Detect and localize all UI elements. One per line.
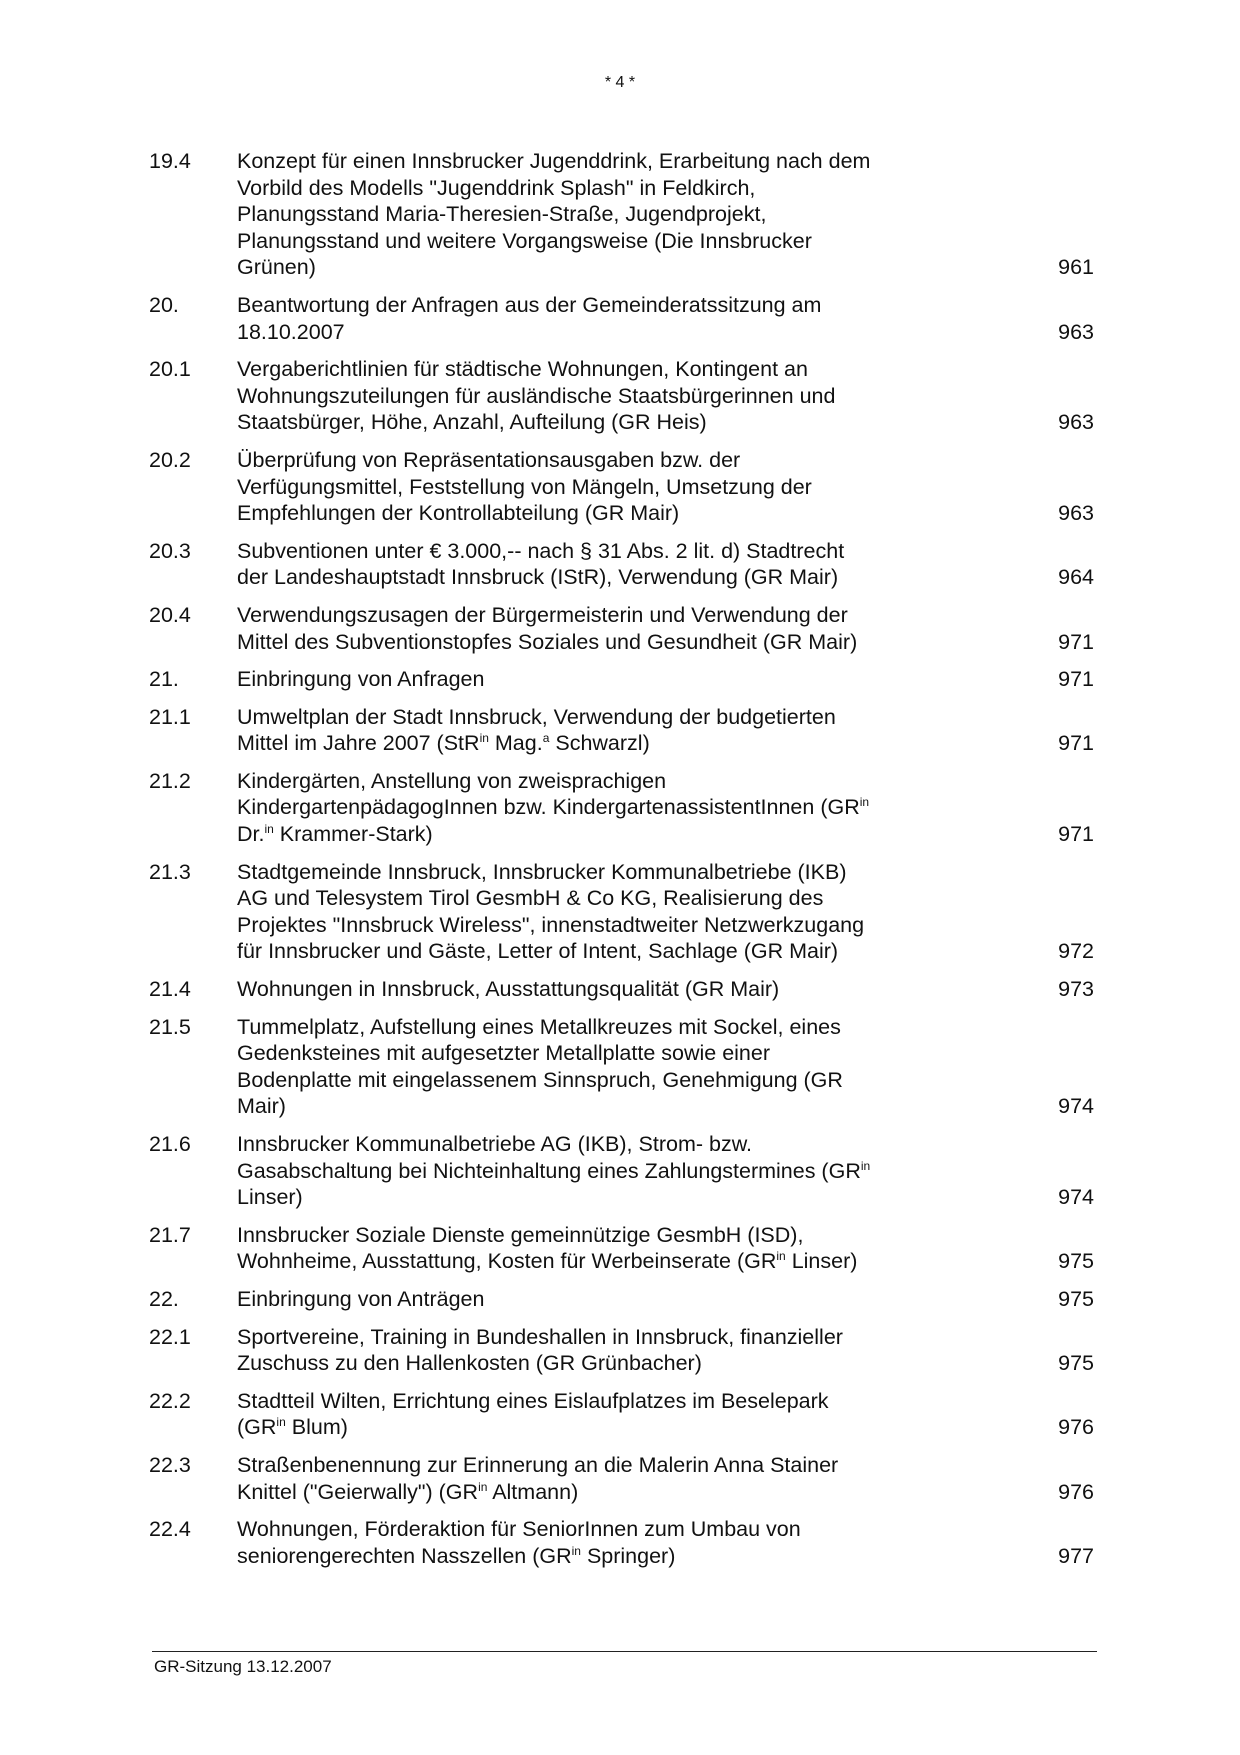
- toc-entry-title: [237, 356, 877, 436]
- toc-entry-number: 21.: [149, 667, 179, 692]
- toc-entry-title: [237, 602, 877, 655]
- toc-entry-title: [237, 538, 877, 591]
- toc-entry: [149, 1452, 1094, 1505]
- toc-entry-number: 20.4: [149, 602, 191, 627]
- footer-session-label: GR-Sitzung 13.12.2007: [154, 1657, 332, 1676]
- toc-entry-title-line: der Landeshauptstadt Innsbruck (IStR), Verwendung (GR Mair): [237, 565, 839, 590]
- toc-entry-number: 22.3: [149, 1452, 191, 1477]
- toc-entry: [149, 1014, 1094, 1120]
- toc-entry-title-line: für Innsbrucker und Gäste, Letter of Intent, Sachlage (GR Mair): [237, 939, 839, 964]
- toc-entry-number: 22.4: [149, 1517, 191, 1542]
- toc-entry-page-number: 971: [1058, 629, 1094, 654]
- toc-entry-title: [237, 1222, 877, 1275]
- table-of-contents: [149, 148, 1094, 1580]
- toc-entry-title-line: Staatsbürger, Höhe, Anzahl, Aufteilung (GR Heis): [237, 410, 707, 435]
- toc-entry-number: 21.4: [149, 977, 191, 1002]
- toc-entry: [149, 1516, 1094, 1569]
- toc-entry-title-line: Beantwortung der Anfragen aus der Gemeinderatssitzung am: [237, 292, 822, 317]
- toc-entry-title-line: Sportvereine, Training in Bundeshallen in Innsbruck, finanzieller: [237, 1324, 843, 1349]
- superscript: in: [571, 1543, 581, 1558]
- toc-entry-title-line: Einbringung von Anträgen: [237, 1286, 485, 1311]
- toc-entry: [149, 1286, 1094, 1313]
- toc-entry-number: 21.7: [149, 1222, 191, 1247]
- toc-entry-title-line: Innsbrucker Soziale Dienste gemeinnützige GesmbH (ISD),: [237, 1222, 804, 1247]
- toc-entry: [149, 148, 1094, 281]
- superscript: in: [860, 1158, 871, 1173]
- toc-entry-title: [237, 1452, 877, 1505]
- toc-entry-page-number: 963: [1058, 501, 1094, 526]
- toc-entry: [149, 976, 1094, 1003]
- toc-entry-page-number: 963: [1058, 410, 1094, 435]
- toc-entry-title: [237, 859, 877, 965]
- toc-entry-title: [237, 666, 877, 693]
- toc-entry-title-line: seniorengerechten Nasszellen ($GR^{in}$ Springer): [237, 1543, 676, 1568]
- toc-entry-number: 20.1: [149, 357, 191, 382]
- toc-entry-title-line: Tummelplatz, Aufstellung eines Metallkreuzes mit Sockel, eines: [237, 1014, 841, 1039]
- toc-entry-title-line: Umweltplan der Stadt Innsbruck, Verwendung der budgetierten: [237, 704, 836, 729]
- toc-entry-title-line: Gasabschaltung bei Nichteinhaltung eines Zahlungstermines ($GR^{in}$: [237, 1158, 871, 1183]
- toc-entry-title: [237, 148, 877, 281]
- toc-entry-title: [237, 1388, 877, 1441]
- toc-entry-title-line: Überprüfung von Repräsentationsausgaben bzw. der: [237, 447, 741, 472]
- toc-entry-title: [237, 1286, 877, 1313]
- superscript: in: [479, 731, 489, 746]
- toc-entry-number: 22.1: [149, 1324, 191, 1349]
- toc-entry-title: [237, 976, 877, 1003]
- toc-entry-title-line: AG und Telesystem Tirol GesmbH & Co KG, Realisierung des: [237, 886, 824, 911]
- toc-entry-number: 20.2: [149, 447, 191, 472]
- superscript: a: [542, 731, 550, 746]
- toc-entry-number: 20.: [149, 292, 179, 317]
- toc-entry-title-line: Konzept für einen Innsbrucker Jugenddrink, Erarbeitung nach dem: [237, 149, 871, 173]
- toc-entry: [149, 1222, 1094, 1275]
- toc-entry: [149, 356, 1094, 436]
- toc-entry-title-line: Kindergärten, Anstellung von zweisprachigen: [237, 768, 667, 793]
- toc-entry-number: 22.2: [149, 1388, 191, 1413]
- toc-entry-title-line: KindergartenpädagogInnen bzw. KindergartenassistentInnen ($GR^{in}$: [237, 795, 870, 820]
- toc-entry-title-line: Mittel des Subventionstopfes Soziales und Gesundheit (GR Mair): [237, 629, 858, 654]
- toc-entry-title-line: Dr.$^{in}$ Krammer-Stark): [237, 821, 433, 847]
- toc-entry-number: 21.5: [149, 1014, 191, 1039]
- toc-entry-title-line: Einbringung von Anfragen: [237, 667, 485, 692]
- toc-entry-title-line: Wohnungen, Förderaktion für SeniorInnen zum Umbau von: [237, 1517, 801, 1542]
- toc-entry: [149, 292, 1094, 345]
- toc-entry-title: [237, 447, 877, 527]
- toc-entry-title-line: Verwendungszusagen der Bürgermeisterin und Verwendung der: [237, 602, 848, 627]
- toc-entry-page-number: 975: [1058, 1351, 1094, 1376]
- toc-entry: [149, 666, 1094, 693]
- toc-entry-title-line: Empfehlungen der Kontrollabteilung (GR Mair): [237, 501, 680, 526]
- superscript: in: [478, 1479, 488, 1494]
- toc-entry-title-line: Stadtteil Wilten, Errichtung eines Eislaufplatzes im Beselepark: [237, 1388, 829, 1413]
- toc-entry-title-line: Knittel ("Geierwally") ($GR^{in}$ Altmann): [237, 1479, 579, 1504]
- superscript: in: [776, 1249, 786, 1264]
- toc-entry-title-line: Subventionen unter € 3.000,-- nach § 31 Abs. 2 lit. d) Stadtrecht: [237, 538, 845, 563]
- toc-entry-page-number: 975: [1058, 1249, 1094, 1274]
- superscript: in: [859, 795, 870, 810]
- toc-entry: [149, 602, 1094, 655]
- toc-entry-title: [237, 1014, 877, 1120]
- page-number: * 4 *: [604, 74, 636, 91]
- toc-entry-title-line: Wohnheime, Ausstattung, Kosten für Werbeinserate ($GR^{in}$ Linser): [237, 1249, 858, 1274]
- toc-entry-title-line: Zuschuss zu den Hallenkosten (GR Grünbacher): [237, 1351, 702, 1376]
- toc-entry-title-line: Gedenksteines mit aufgesetzter Metallplatte sowie einer: [237, 1041, 770, 1066]
- toc-entry-number: 19.4: [149, 149, 191, 173]
- toc-entry-title-line: Planungsstand und weitere Vorgangsweise (Die Innsbrucker: [237, 228, 812, 253]
- toc-entry-title: [237, 1131, 877, 1211]
- toc-entry-title-line: 18.10.2007: [237, 319, 345, 344]
- toc-entry-title-line: Straßenbenennung zur Erinnerung an die Malerin Anna Stainer: [237, 1452, 839, 1477]
- toc-entry-title: [237, 1516, 877, 1569]
- toc-entry-title-line: Wohnungszuteilungen für ausländische Staatsbürgerinnen und: [237, 383, 836, 408]
- toc-entry: [149, 1131, 1094, 1211]
- toc-entry-number: 21.2: [149, 768, 191, 793]
- toc-entry-number: 21.6: [149, 1132, 191, 1156]
- toc-entry-title-line: Mittel im Jahre 2007 (StR$^{in}$ Mag.$^a$ Schwarzl): [237, 731, 650, 756]
- toc-entry-title: [237, 292, 877, 345]
- toc-entry-title-line: Bodenplatte mit eingelassenem Sinnspruch, Genehmigung (GR: [237, 1067, 843, 1092]
- toc-entry: [149, 447, 1094, 527]
- toc-entry: [149, 859, 1094, 965]
- toc-entry-page-number: 976: [1058, 1479, 1094, 1504]
- toc-entry-title-line: Linser): [237, 1185, 303, 1210]
- toc-entry-page-number: 971: [1058, 822, 1094, 847]
- toc-entry-page-number: 973: [1058, 977, 1094, 1002]
- toc-entry: [149, 704, 1094, 757]
- toc-entry-page-number: 964: [1058, 565, 1094, 590]
- toc-entry-number: 21.1: [149, 704, 191, 729]
- toc-entry-title: [237, 1324, 877, 1377]
- toc-entry-title-line: Projektes "Innsbruck Wireless", innenstadtweiter Netzwerkzugang: [237, 912, 865, 937]
- toc-entry-title-line: Stadtgemeinde Innsbruck, Innsbrucker Kommunalbetriebe (IKB): [237, 859, 847, 884]
- toc-entry-title-line: Grünen): [237, 255, 316, 280]
- toc-entry: [149, 538, 1094, 591]
- toc-entry-title-line: Vergaberichtlinien für städtische Wohnungen, Kontingent an: [237, 357, 808, 382]
- toc-entry-number: 20.3: [149, 538, 191, 563]
- toc-entry-title-line: Innsbrucker Kommunalbetriebe AG (IKB), Strom- bzw.: [237, 1132, 753, 1156]
- toc-entry-page-number: 963: [1058, 319, 1094, 344]
- toc-entry-page-number: 974: [1058, 1185, 1094, 1210]
- toc-entry-title-line: Planungsstand Maria-Theresien-Straße, Jugendprojekt,: [237, 202, 767, 227]
- toc-entry-number: 21.3: [149, 859, 191, 884]
- toc-entry-title: [237, 704, 877, 757]
- toc-entry: [149, 1324, 1094, 1377]
- toc-entry-title-line: Wohnungen in Innsbruck, Ausstattungsqualität (GR Mair): [237, 977, 780, 1002]
- toc-entry-title-line: Mair): [237, 1094, 286, 1119]
- toc-entry-page-number: 961: [1058, 255, 1094, 280]
- toc-entry-page-number: 976: [1058, 1415, 1094, 1440]
- toc-entry-title-line: ($GR^{in}$ Blum): [237, 1415, 348, 1440]
- superscript: in: [276, 1415, 286, 1430]
- toc-entry-page-number: 971: [1058, 731, 1094, 756]
- toc-entry-title-line: Verfügungsmittel, Feststellung von Mängeln, Umsetzung der: [237, 474, 812, 499]
- toc-entry: [149, 1388, 1094, 1441]
- toc-entry-number: 22.: [149, 1286, 179, 1311]
- superscript: in: [264, 821, 274, 836]
- toc-entry: [149, 768, 1094, 848]
- toc-entry-page-number: 975: [1058, 1286, 1094, 1311]
- toc-entry-title: [237, 768, 877, 848]
- footer-divider: [152, 1651, 1097, 1652]
- toc-entry-page-number: 974: [1058, 1094, 1094, 1119]
- toc-entry-page-number: 971: [1058, 667, 1094, 692]
- toc-entry-page-number: 977: [1058, 1543, 1094, 1568]
- toc-entry-title-line: Vorbild des Modells "Jugenddrink Splash" in Feldkirch,: [237, 175, 756, 200]
- toc-entry-page-number: 972: [1058, 939, 1094, 964]
